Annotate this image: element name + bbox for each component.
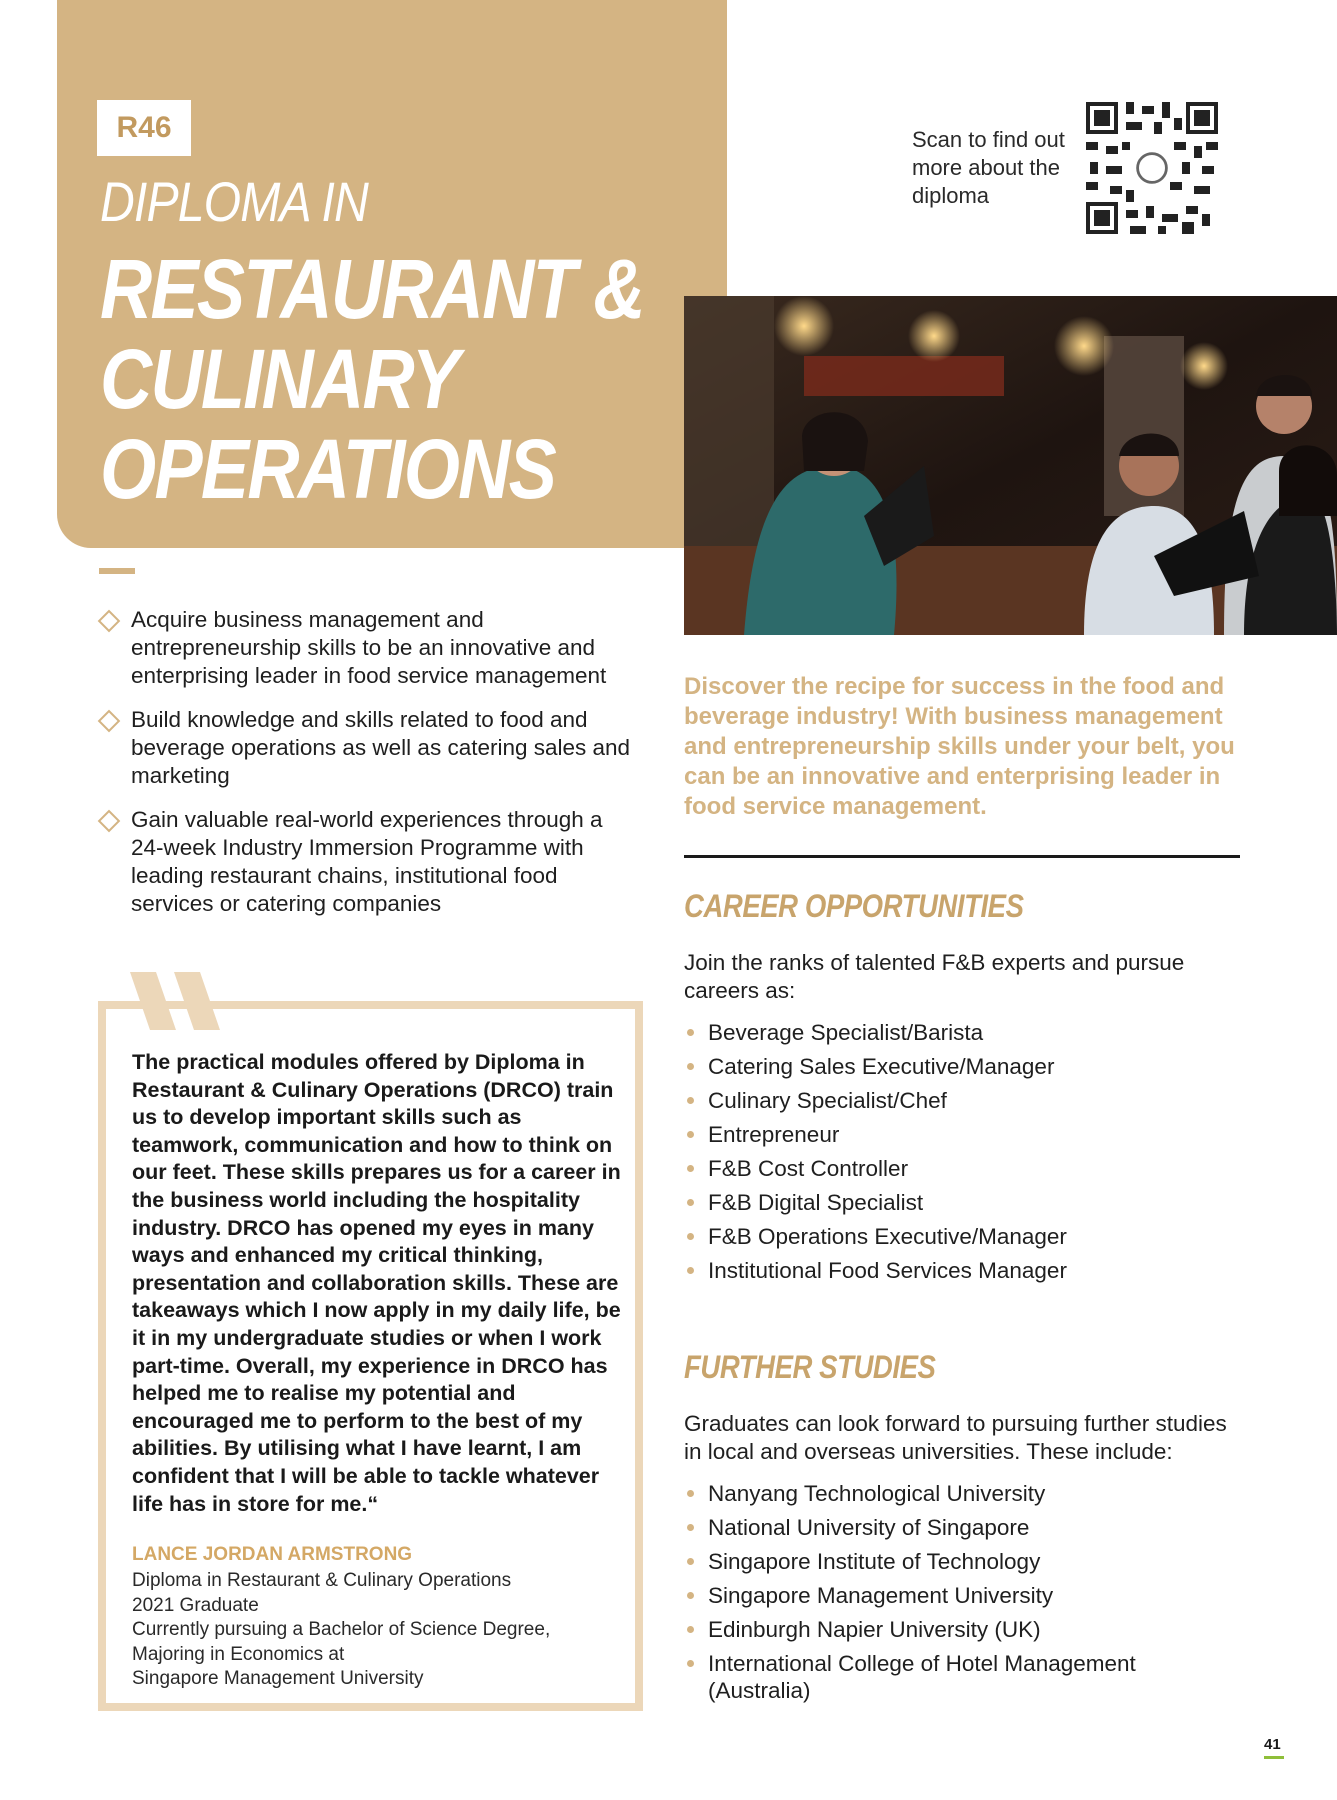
list-item bbox=[97, 606, 637, 690]
list-item: Edinburgh Napier University (UK) bbox=[684, 1616, 1244, 1643]
list-item: F&B Digital Specialist bbox=[684, 1189, 1244, 1216]
detail-line: Majoring in Economics at bbox=[132, 1643, 345, 1665]
page-title bbox=[100, 244, 644, 514]
testimonial-details bbox=[132, 1569, 612, 1692]
qr-code-icon[interactable] bbox=[1086, 102, 1218, 234]
intro-paragraph: Discover the recipe for success in the food and beverage industry! With business management and entrepreneurship skills under your belt, you can be an innovative and enterprising leader in food service management. bbox=[684, 673, 1235, 820]
testimonial-quote: The practical modules offered by Diploma in Restaurant & Culinary Operations (DRCO) train us to develop important skills such as teamwork, communication and how to think on our feet. These skills prepares us for a career in the business world including the hospitality industry. DRCO has opened my eyes in many ways and enhanced my critical thinking, presentation and collaboration skills. These are takeaways which I now apply in my daily life, be it in my undergraduate studies or when I work part-time. Overall, my experience in DRCO has helped me to realise my potential and encouraged me to perform to the best of my abilities. By utilising what I have learnt, I am confident that I will be able to tackle whatever life has in store for me.“ bbox=[132, 1050, 621, 1516]
accent-divider bbox=[99, 568, 135, 574]
highlight-text: Acquire business management and entrepreneurship skills to be an innovative and enterprising leader in food service management bbox=[131, 607, 607, 688]
list-item bbox=[97, 806, 637, 918]
detail-line: Diploma in Restaurant & Culinary Operations bbox=[132, 1570, 512, 1591]
diamond-bullet-icon bbox=[98, 810, 121, 833]
qr-caption-line: Scan to find out bbox=[912, 127, 1065, 152]
studies-lead: Graduates can look forward to pursuing further studies in local and overseas universities. These include: bbox=[684, 1411, 1227, 1464]
quote-mark-icon bbox=[130, 972, 226, 1030]
qr-caption-line: more about the bbox=[912, 155, 1060, 180]
list-item bbox=[97, 706, 637, 790]
list-item: Singapore Management University bbox=[684, 1582, 1244, 1609]
list-item: F&B Cost Controller bbox=[684, 1155, 1244, 1182]
page-marker bbox=[1264, 1756, 1284, 1759]
title-line: RESTAURANT & bbox=[100, 242, 644, 336]
career-heading: CAREER OPPORTUNITIES bbox=[684, 888, 1024, 924]
detail-line: Currently pursuing a Bachelor of Science Degree, bbox=[132, 1619, 551, 1640]
title-line: CULINARY bbox=[100, 332, 459, 426]
highlights-list bbox=[97, 606, 637, 934]
career-list bbox=[684, 1019, 1244, 1291]
title-prefix: DIPLOMA IN bbox=[100, 170, 368, 233]
university-list bbox=[684, 1480, 1244, 1711]
title-line: OPERATIONS bbox=[100, 422, 556, 516]
list-item: International College of Hotel Management (Australia) bbox=[684, 1650, 1244, 1704]
detail-line: 2021 Graduate bbox=[132, 1594, 259, 1616]
list-item: Nanyang Technological University bbox=[684, 1480, 1244, 1507]
course-code-badge: R46 bbox=[97, 100, 191, 156]
list-item: F&B Operations Executive/Manager bbox=[684, 1223, 1244, 1250]
list-item: Institutional Food Services Manager bbox=[684, 1257, 1244, 1284]
highlight-text: Gain valuable real-world experiences through a 24-week Industry Immersion Programme with leading restaurant chains, institutional food services or catering companies bbox=[131, 807, 603, 916]
list-item: Culinary Specialist/Chef bbox=[684, 1087, 1244, 1114]
diamond-bullet-icon bbox=[98, 710, 121, 733]
page-number: 41 bbox=[1264, 1736, 1281, 1753]
career-lead: Join the ranks of talented F&B experts and pursue careers as: bbox=[684, 950, 1185, 1003]
list-item: National University of Singapore bbox=[684, 1514, 1244, 1541]
list-item: Entrepreneur bbox=[684, 1121, 1244, 1148]
qr-caption bbox=[912, 126, 1082, 210]
studies-heading: FURTHER STUDIES bbox=[684, 1349, 936, 1385]
list-item: Singapore Institute of Technology bbox=[684, 1548, 1244, 1575]
list-item: Beverage Specialist/Barista bbox=[684, 1019, 1244, 1046]
restaurant-dining-photo bbox=[684, 296, 1337, 635]
detail-line: Singapore Management University bbox=[132, 1668, 424, 1689]
qr-caption-line: diploma bbox=[912, 183, 990, 208]
list-item: Catering Sales Executive/Manager bbox=[684, 1053, 1244, 1080]
section-divider bbox=[684, 855, 1240, 858]
testimonial-name: LANCE JORDAN ARMSTRONG bbox=[132, 1544, 413, 1565]
highlight-text: Build knowledge and skills related to food and beverage operations as well as catering sales and marketing bbox=[131, 707, 631, 788]
diamond-bullet-icon bbox=[98, 610, 121, 633]
